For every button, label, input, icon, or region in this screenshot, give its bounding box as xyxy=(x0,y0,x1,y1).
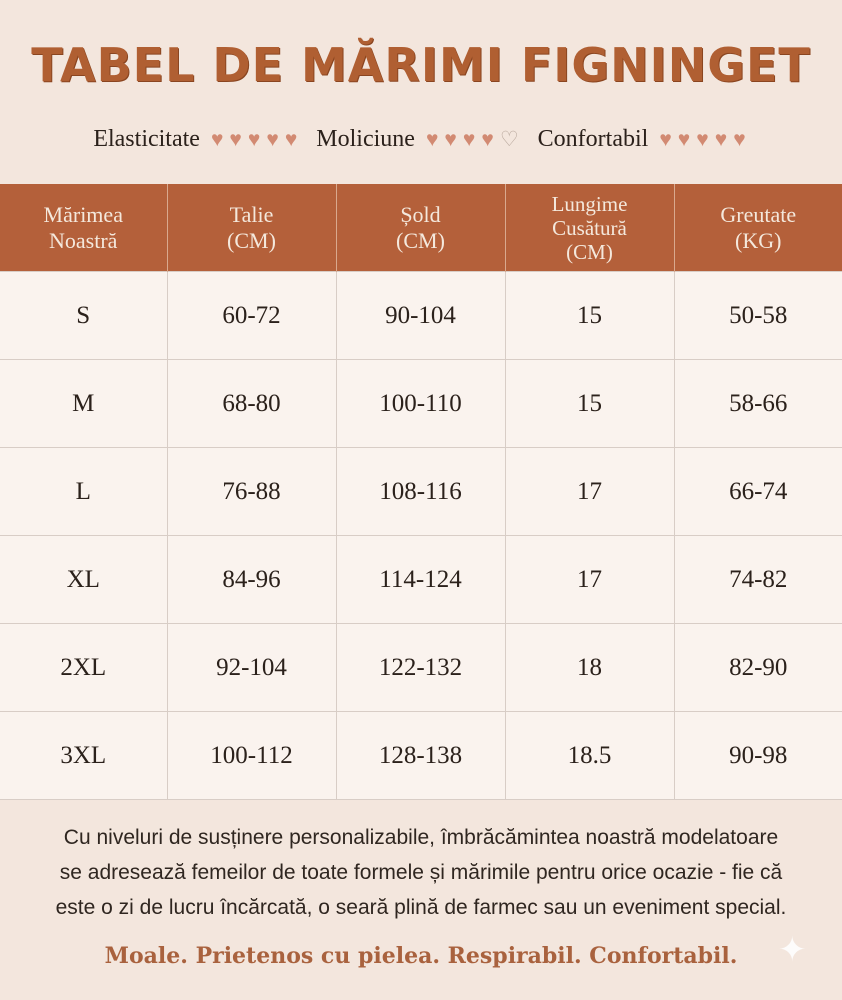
cell-seam-length: 17 xyxy=(505,536,674,624)
hearts xyxy=(208,126,300,153)
cell-weight: 74-82 xyxy=(674,536,842,624)
cell-hip: 108-116 xyxy=(336,448,505,536)
heart-icon: ♥ xyxy=(247,127,261,151)
table-row xyxy=(0,624,842,712)
cell-hip: 114-124 xyxy=(336,536,505,624)
cell-size: 2XL xyxy=(0,624,167,712)
rating-label: Confortabil xyxy=(537,126,649,152)
cell-weight: 82-90 xyxy=(674,624,842,712)
cell-seam-length: 15 xyxy=(505,272,674,360)
heart-icon: ♥ xyxy=(733,127,746,151)
description-line: este o zi de lucru încărcată, o seară plină de farmec sau un eveniment special. xyxy=(55,896,787,919)
cell-waist: 100-112 xyxy=(167,712,336,800)
cell-weight: 50-58 xyxy=(674,272,842,360)
table-row xyxy=(0,272,842,360)
rating-label: Elasticitate xyxy=(93,126,200,152)
cell-seam-length: 17 xyxy=(505,448,674,536)
cell-size: M xyxy=(0,360,167,448)
heart-icon: ♥ xyxy=(229,127,242,151)
cell-weight: 66-74 xyxy=(674,448,842,536)
cell-waist: 92-104 xyxy=(167,624,336,712)
heart-icon: ♥ xyxy=(659,127,672,151)
table-row xyxy=(0,360,842,448)
cell-waist: 84-96 xyxy=(167,536,336,624)
heart-icon: ♥ xyxy=(425,127,439,151)
hearts xyxy=(656,126,748,153)
cell-seam-length: 15 xyxy=(505,360,674,448)
cell-seam-length: 18.5 xyxy=(505,712,674,800)
header-hip: Șold (CM) xyxy=(336,184,505,272)
header-size: Mărimea Noastră xyxy=(0,184,167,272)
heart-outline-icon: ♡ xyxy=(499,127,519,151)
ratings-bar xyxy=(0,126,842,153)
rating-softness xyxy=(316,126,521,153)
table-header-row xyxy=(0,184,842,272)
heart-icon: ♥ xyxy=(266,127,279,151)
sparkle-icon: ✦ xyxy=(778,930,807,970)
header-weight: Greutate (KG) xyxy=(674,184,842,272)
rating-elasticity xyxy=(93,126,300,153)
heart-icon: ♥ xyxy=(210,127,224,151)
cell-size: XL xyxy=(0,536,167,624)
heart-icon: ♥ xyxy=(677,127,691,151)
page-title: TABEL DE MĂRIMI FIGNINGET xyxy=(31,38,811,92)
heart-icon: ♥ xyxy=(462,127,476,151)
heart-icon: ♥ xyxy=(481,127,494,151)
heart-icon: ♥ xyxy=(714,127,728,151)
heart-icon: ♥ xyxy=(696,127,709,151)
cell-size: L xyxy=(0,448,167,536)
cell-weight: 58-66 xyxy=(674,360,842,448)
table-row xyxy=(0,712,842,800)
cell-waist: 60-72 xyxy=(167,272,336,360)
cell-hip: 128-138 xyxy=(336,712,505,800)
cell-size: S xyxy=(0,272,167,360)
description xyxy=(0,820,842,925)
tagline: Moale. Prietenos cu pielea. Respirabil. Confortabil. xyxy=(104,943,738,969)
table-row xyxy=(0,448,842,536)
rating-label: Moliciune xyxy=(316,126,415,152)
cell-waist: 76-88 xyxy=(167,448,336,536)
table-body xyxy=(0,272,842,800)
hearts xyxy=(423,126,522,153)
heart-icon: ♥ xyxy=(284,127,298,151)
header-seam-length: Lungime Cusătură (CM) xyxy=(505,184,674,272)
rating-comfort xyxy=(538,126,749,153)
size-table xyxy=(0,184,842,800)
cell-hip: 100-110 xyxy=(336,360,505,448)
cell-size: 3XL xyxy=(0,712,167,800)
cell-hip: 122-132 xyxy=(336,624,505,712)
cell-waist: 68-80 xyxy=(167,360,336,448)
cell-weight: 90-98 xyxy=(674,712,842,800)
cell-hip: 90-104 xyxy=(336,272,505,360)
heart-icon: ♥ xyxy=(444,127,457,151)
cell-seam-length: 18 xyxy=(505,624,674,712)
description-line: se adresează femeilor de toate formele și mărimile pentru orice ocazie - fie că xyxy=(59,861,783,884)
header-waist: Talie (CM) xyxy=(167,184,336,272)
table-row xyxy=(0,536,842,624)
description-line: Cu niveluri de susținere personalizabile, îmbrăcămintea noastră modelatoare xyxy=(63,826,779,849)
